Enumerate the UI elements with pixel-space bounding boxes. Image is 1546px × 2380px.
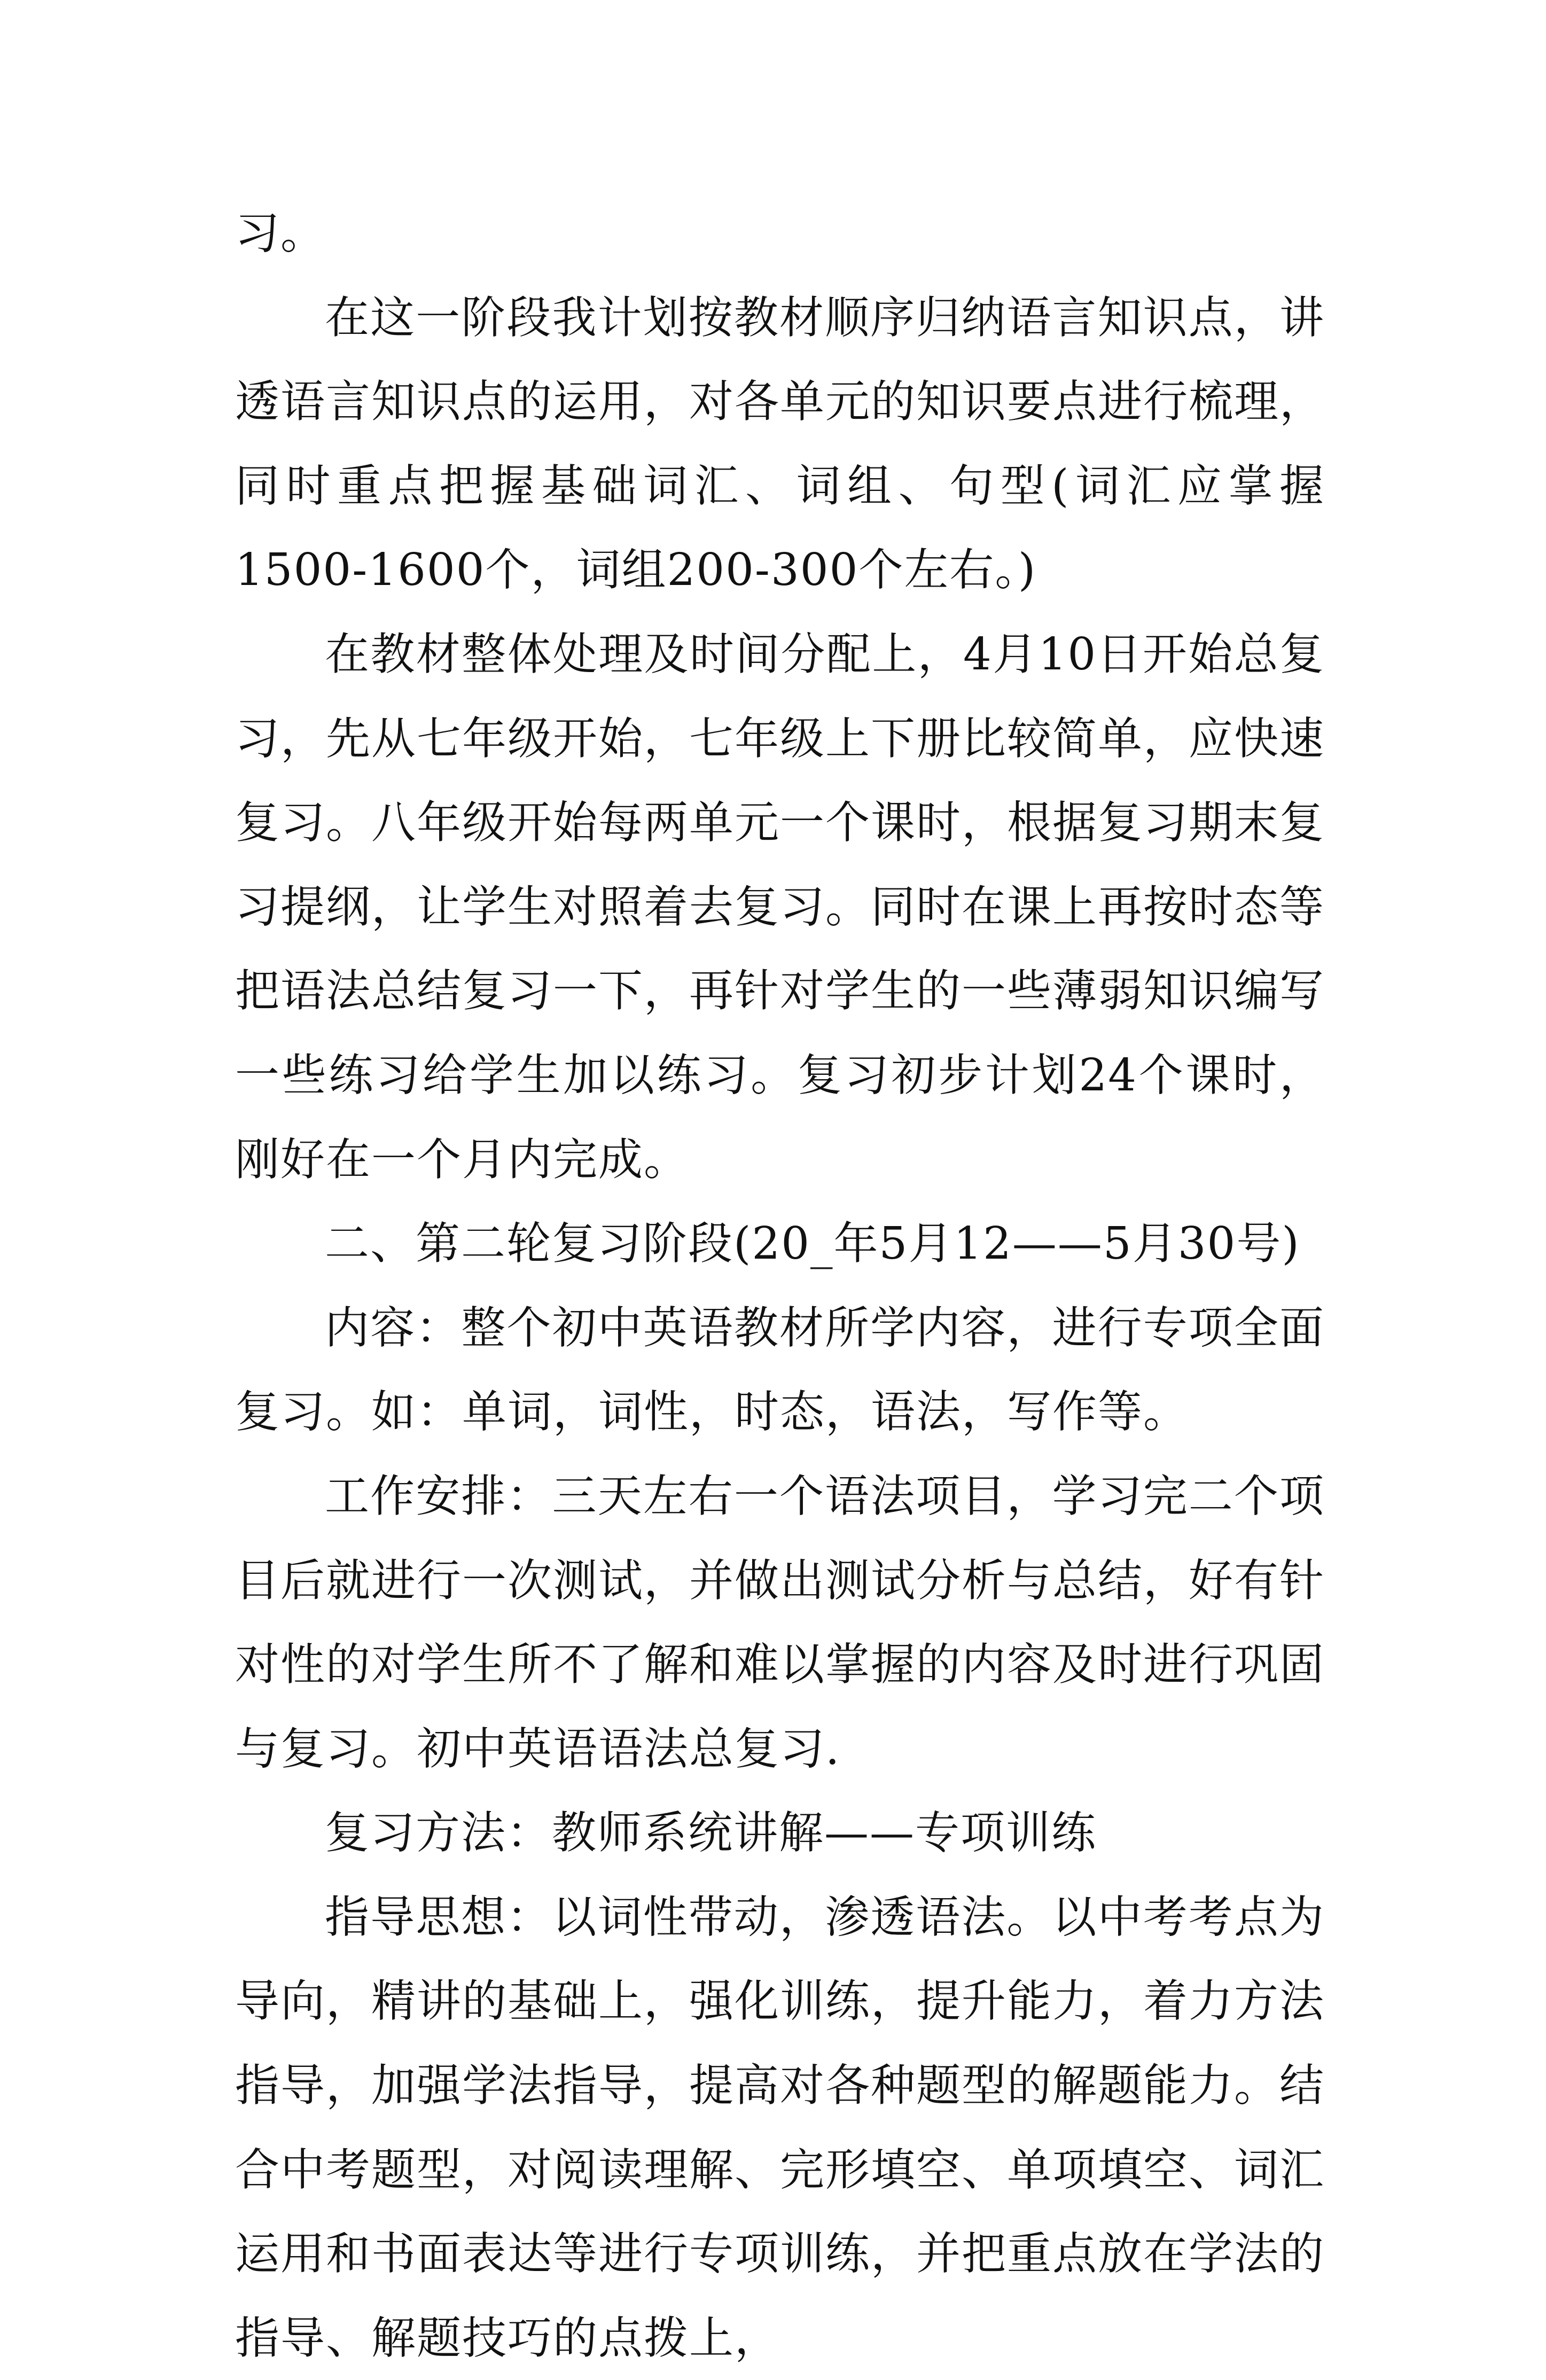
paragraph-1: 习。: [235, 207, 326, 259]
paragraph-3: 在教材整体处理及时间分配上，4月10日开始总复习，先从七年级开始，七年级上下册比较简单，应快速复习。八年级开始每两单元一个课时，根据复习期末复习提纲，让学生对照着去复习。同时在课上再按时态等把语法总结复习一下，再针对学生的一些薄弱知识编写一些练习给学生加以练习。复习初步计划24个课时，刚好在一个月内完成。: [235, 628, 1325, 1185]
paragraph-work-arrangement: 工作安排：三天左右一个语法项目，学习完二个项目后就进行一次测试，并做出测试分析与总结，好有针对性的对学生所不了解和难以掌握的内容及时进行巩固与复习。初中英语语法总复习.: [235, 1470, 1325, 1775]
paragraph-review-method: 复习方法：教师系统讲解——专项训练: [325, 1807, 1097, 1859]
paragraph-guiding-idea: 指导思想：以词性带动，渗透语法。以中考考点为导向，精讲的基础上，强化训练，提升能力，着力方法指导，加强学法指导，提高对各种题型的解题能力。结合中考题型，对阅读理解、完形填空、单项填空、词汇运用和书面表达等进行专项训练，并把重点放在学法的指导、解题技巧的点拨上，: [235, 1891, 1325, 2364]
section-heading-second-round: 二、第二轮复习阶段(20_年5月12——5月30号): [325, 1218, 1300, 1270]
body-text: [235, 191, 1325, 2380]
paragraph-2: 在这一阶段我计划按教材顺序归纳语言知识点，讲透语言知识点的运用，对各单元的知识要点进行梳理，同时重点把握基础词汇、词组、句型(词汇应掌握1500-1600个，词组200-300个左右。): [235, 291, 1325, 596]
paragraph-content: 内容：整个初中英语教材所学内容，进行专项全面复习。如：单词，词性，时态，语法，写作等。: [235, 1301, 1325, 1438]
